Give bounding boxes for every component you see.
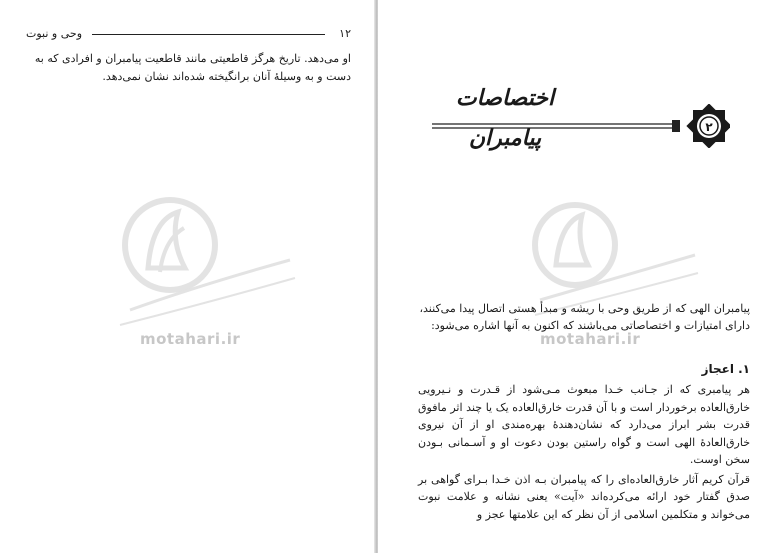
watermark-url-right: motahari.ir <box>540 330 641 348</box>
running-title: وحی و نبوت <box>26 27 83 40</box>
watermark-url-left: motahari.ir <box>140 330 241 348</box>
body-paragraph-1: هر پیامبری که از جـانب خـدا مبعوث مـی‌شود از قـدرت و نـیرویی خارق‌العاده برخوردار است و با آن قدرت خارق‌العاده یک یا چند اثر مافوق قدرت بشر ابراز می‌دارد که نشان‌دهندهٔ بهره‌مندی او از آن نیروی خارق‌العادهٔ الهی است و گواه راستین بودن دعوت او و آسـمانی بـودن سخن اوست. <box>418 383 750 466</box>
intro-paragraph: پیامبران الهی که از طریق وحی با ریشه و مبدأ هستی اتصال پیدا می‌کنند، دارای امتیازات و اختصاصاتی می‌باشند که اکنون به آنها اشاره می‌شود: <box>419 302 750 332</box>
chapter-title: اختصاصات پیامبران <box>455 85 555 151</box>
left-paragraph: او می‌دهد. تاریخ هرگز قاطعیتی مانند قاطعیت پیامبران و افرادی که به دست و به وسیلهٔ آنان برانگیخته شده‌اند نشان نمی‌دهد. <box>34 52 351 83</box>
body-paragraph-2: قرآن کریم آثار خارق‌العاده‌ای را که پیامبران بـه اذن خـدا بـرای گواهی بر صدق گفتار خود ارائه می‌کرده‌اند «آیت» یعنی نشانه و علامت نبوت می‌خواند و متکلمین اسلامی از آن نظر که این علامتها عجز و <box>418 472 750 521</box>
chapter-number: ۲ <box>705 120 713 134</box>
page-number: ۱۲ <box>339 27 351 40</box>
running-head-rule <box>92 34 325 35</box>
chapter-ornament <box>428 104 730 148</box>
section-body <box>418 381 750 525</box>
running-head <box>26 26 351 42</box>
section-heading: ۱. اعجاز <box>701 362 750 376</box>
